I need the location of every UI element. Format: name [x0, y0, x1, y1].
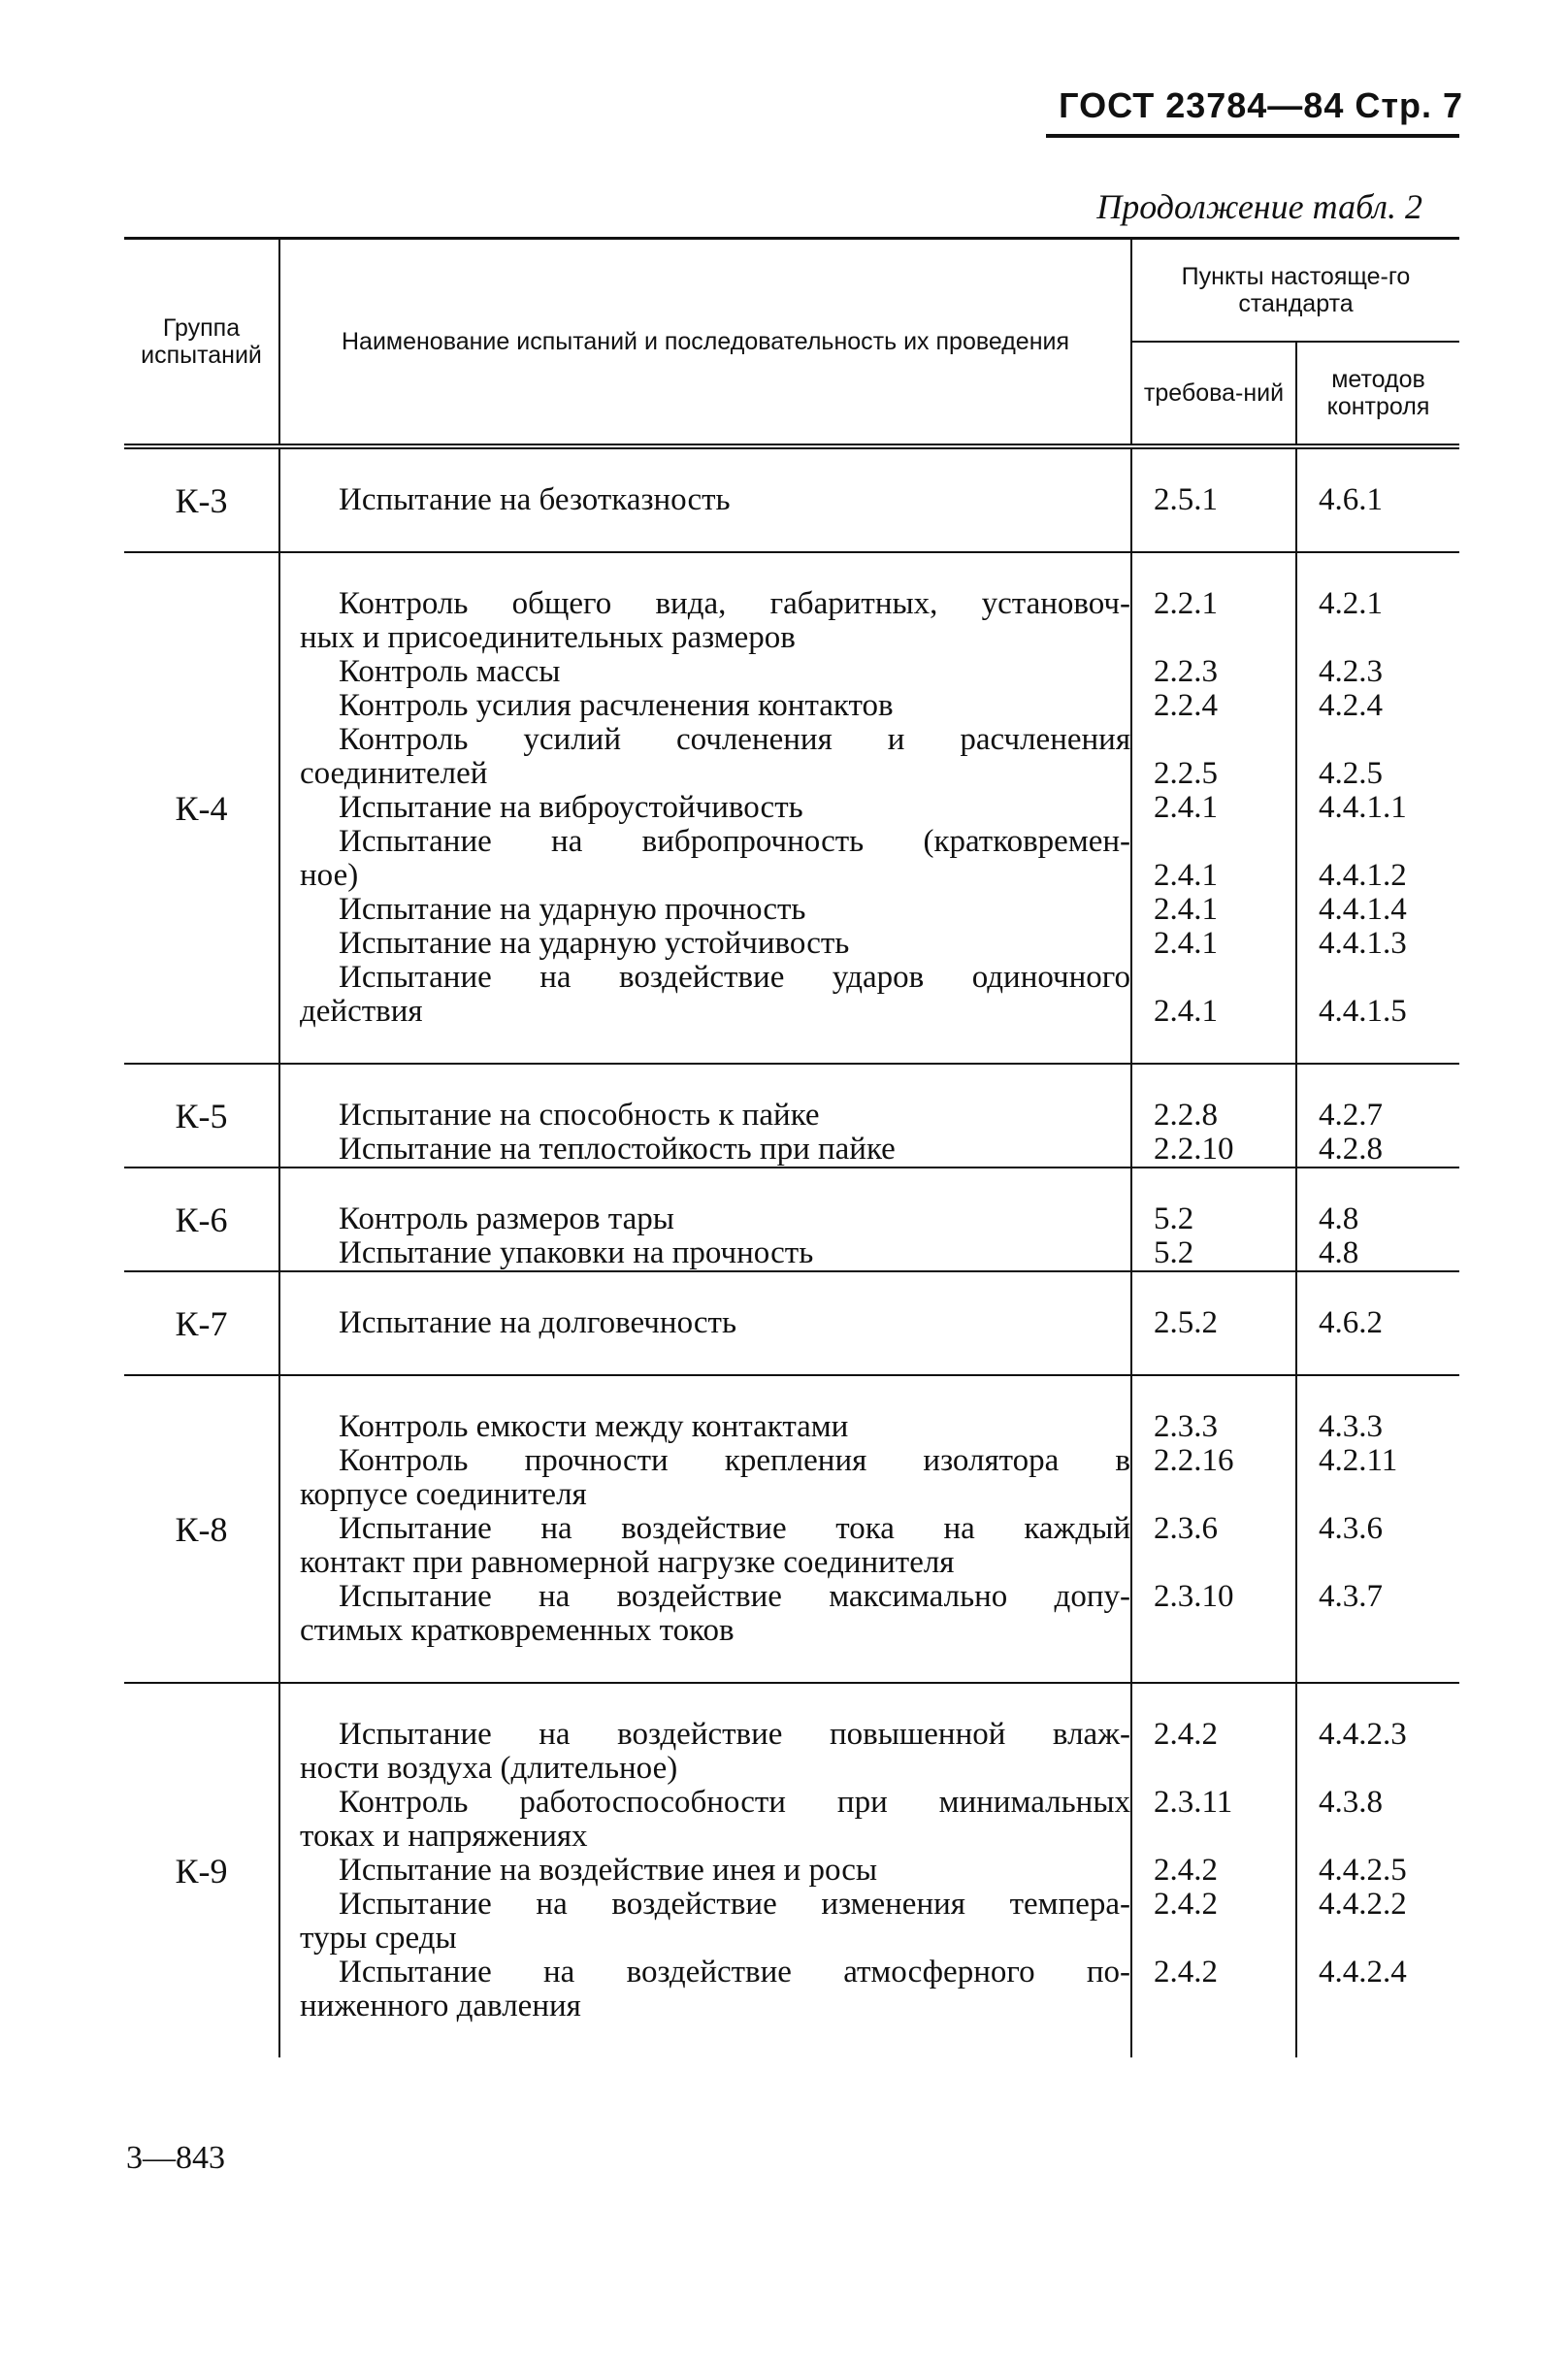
- point-value: [1132, 1752, 1295, 1786]
- test-names-cell: [279, 1168, 1131, 1271]
- requirement-points-cell: [1131, 1375, 1296, 1683]
- point-value: [1297, 1922, 1459, 1956]
- point-value: 4.2.11: [1319, 1444, 1398, 1478]
- test-name-line: стимых кратковременных токов: [300, 1614, 735, 1648]
- point-value: 4.4.2.4: [1319, 1956, 1407, 1990]
- point-value: 4.3.3: [1319, 1410, 1383, 1444]
- test-names-cell: [279, 1375, 1131, 1683]
- page-footer-code: 3—843: [126, 2140, 225, 2176]
- point-value: [1297, 1614, 1459, 1648]
- test-name-line: Испытание на воздействие ударов одиночного: [339, 961, 1130, 995]
- point-value: [1132, 1990, 1295, 2023]
- test-names-cell: [279, 1271, 1131, 1375]
- test-name-line: Контроль емкости между контактами: [339, 1410, 849, 1444]
- point-value: 4.2.8: [1319, 1133, 1383, 1167]
- point-value: [1132, 825, 1295, 859]
- point-value: 2.4.1: [1154, 995, 1218, 1029]
- requirement-points-cell: [1131, 552, 1296, 1064]
- method-points-cell: [1296, 552, 1459, 1064]
- test-name-line: Испытание упаковки на прочность: [339, 1236, 814, 1270]
- table-body: [124, 449, 1459, 2057]
- method-points-cell: [1296, 1683, 1459, 2057]
- header-group: Группа испытаний: [124, 239, 279, 447]
- tests-table: [124, 237, 1459, 2057]
- point-value: [1297, 1546, 1459, 1580]
- point-value: 4.4.2.3: [1319, 1718, 1407, 1752]
- test-name-line: токах и напряжениях: [300, 1820, 588, 1854]
- point-value: 5.2: [1154, 1236, 1194, 1270]
- method-points-cell: [1296, 1375, 1459, 1683]
- point-value: 2.5.2: [1154, 1306, 1218, 1340]
- point-value: [1297, 961, 1459, 995]
- point-value: 2.4.2: [1154, 1956, 1218, 1990]
- point-value: 4.8: [1319, 1202, 1359, 1236]
- point-value: 2.3.6: [1154, 1512, 1218, 1546]
- point-value: [1132, 961, 1295, 995]
- test-name-line: Испытание на воздействие атмосферного по-: [339, 1956, 1130, 1990]
- point-value: 4.4.2.5: [1319, 1854, 1407, 1888]
- test-name-line: Испытание на воздействие тока на каждый: [339, 1512, 1130, 1546]
- point-value: 2.3.3: [1154, 1410, 1218, 1444]
- table-row: [124, 1168, 1459, 1271]
- test-name-line: ное): [300, 859, 359, 893]
- point-value: 4.4.1.2: [1319, 859, 1407, 893]
- group-code: К-3: [124, 449, 279, 552]
- group-code: К-8: [124, 1375, 279, 1683]
- group-code: К-5: [124, 1064, 279, 1168]
- test-name-line: Контроль общего вида, габаритных, установоч-: [339, 587, 1130, 621]
- table-row: [124, 552, 1459, 1064]
- test-name-line: ности воздуха (длительное): [300, 1752, 678, 1786]
- point-value: [1132, 1478, 1295, 1512]
- test-name-line: Испытание на теплостойкость при пайке: [339, 1133, 896, 1167]
- test-name-line: Испытание на воздействие инея и росы: [339, 1854, 878, 1888]
- point-value: 4.4.1.5: [1319, 995, 1407, 1029]
- point-value: 2.4.1: [1154, 791, 1218, 825]
- test-name-line: действия: [300, 995, 423, 1029]
- point-value: 4.2.4: [1319, 689, 1383, 723]
- test-names-cell: [279, 552, 1131, 1064]
- point-value: [1297, 1820, 1459, 1854]
- point-value: [1132, 1820, 1295, 1854]
- test-name-line: Испытание на воздействие повышенной влаж-: [339, 1718, 1130, 1752]
- point-value: 4.4.1.3: [1319, 927, 1407, 961]
- point-value: [1132, 621, 1295, 655]
- test-name-line: Испытание на ударную прочность: [339, 893, 806, 927]
- requirement-points-cell: [1131, 449, 1296, 552]
- method-points-cell: [1296, 1168, 1459, 1271]
- point-value: [1297, 1990, 1459, 2023]
- test-name-line: Испытание на долговечность: [339, 1306, 737, 1340]
- point-value: [1297, 1478, 1459, 1512]
- point-value: 4.4.1.1: [1319, 791, 1407, 825]
- test-name-line: ниженного давления: [300, 1990, 581, 2023]
- test-name-line: Контроль работоспособности при минимальных: [339, 1786, 1130, 1820]
- test-name-line: Испытание на способность к пайке: [339, 1099, 820, 1133]
- test-name-line: туры среды: [300, 1922, 457, 1956]
- point-value: 4.2.1: [1319, 587, 1383, 621]
- test-names-cell: [279, 449, 1131, 552]
- test-name-line: корпусе соединителя: [300, 1478, 587, 1512]
- point-value: 4.6.1: [1319, 483, 1383, 517]
- test-name-line: Контроль усилия расчленения контактов: [339, 689, 894, 723]
- point-value: 2.3.10: [1154, 1580, 1234, 1614]
- header-test-name: Наименование испытаний и последовательность их проведения: [279, 239, 1131, 447]
- point-value: 4.8: [1319, 1236, 1359, 1270]
- test-name-line: Испытание на вибропрочность (кратковремен-: [339, 825, 1130, 859]
- point-value: [1132, 1922, 1295, 1956]
- point-value: 4.4.2.2: [1319, 1888, 1407, 1922]
- header-methods: методов контроля: [1326, 366, 1430, 420]
- point-value: 2.5.1: [1154, 483, 1218, 517]
- header-rule: [1046, 134, 1459, 138]
- point-value: 2.2.5: [1154, 757, 1218, 791]
- point-value: 2.3.11: [1154, 1786, 1233, 1820]
- table-row: [124, 1683, 1459, 2057]
- test-name-line: Контроль размеров тары: [339, 1202, 674, 1236]
- method-points-cell: [1296, 449, 1459, 552]
- point-value: 4.3.6: [1319, 1512, 1383, 1546]
- group-code: К-7: [124, 1271, 279, 1375]
- table-row: [124, 1064, 1459, 1168]
- point-value: 4.3.8: [1319, 1786, 1383, 1820]
- test-name-line: Испытание на воздействие максимально допу-: [339, 1580, 1130, 1614]
- point-value: 2.4.2: [1154, 1888, 1218, 1922]
- method-points-cell: [1296, 1271, 1459, 1375]
- point-value: 2.4.1: [1154, 893, 1218, 927]
- test-name-line: соединителей: [300, 757, 488, 791]
- point-value: 4.6.2: [1319, 1306, 1383, 1340]
- point-value: 2.2.1: [1154, 587, 1218, 621]
- point-value: 2.4.2: [1154, 1854, 1218, 1888]
- requirement-points-cell: [1131, 1064, 1296, 1168]
- test-name-line: Испытание на ударную устойчивость: [339, 927, 850, 961]
- test-names-cell: [279, 1064, 1131, 1168]
- group-code: К-6: [124, 1168, 279, 1271]
- standard-header: ГОСТ 23784—84 Стр. 7: [1059, 85, 1463, 125]
- test-name-line: Контроль усилий сочленения и расчленения: [339, 723, 1130, 757]
- point-value: 2.2.16: [1154, 1444, 1234, 1478]
- method-points-cell: [1296, 1064, 1459, 1168]
- test-names-cell: [279, 1683, 1131, 2057]
- test-name-line: Испытание на виброустойчивость: [339, 791, 803, 825]
- test-name-line: контакт при равномерной нагрузке соединителя: [300, 1546, 955, 1580]
- point-value: 4.2.3: [1319, 655, 1383, 689]
- point-value: 2.4.2: [1154, 1718, 1218, 1752]
- requirement-points-cell: [1131, 1271, 1296, 1375]
- test-name-line: Испытание на безотказность: [339, 483, 731, 517]
- point-value: 4.4.1.4: [1319, 893, 1407, 927]
- point-value: 2.2.3: [1154, 655, 1218, 689]
- group-code: К-4: [124, 552, 279, 1064]
- test-name-line: ных и присоединительных размеров: [300, 621, 796, 655]
- point-value: [1132, 723, 1295, 757]
- point-value: 5.2: [1154, 1202, 1194, 1236]
- point-value: [1297, 1752, 1459, 1786]
- table-row: [124, 449, 1459, 552]
- point-value: [1132, 1614, 1295, 1648]
- point-value: [1297, 621, 1459, 655]
- point-value: [1132, 1546, 1295, 1580]
- requirement-points-cell: [1131, 1683, 1296, 2057]
- point-value: 2.4.1: [1154, 859, 1218, 893]
- point-value: 4.2.7: [1319, 1099, 1383, 1133]
- test-name-line: Контроль массы: [339, 655, 561, 689]
- test-name-line: Испытание на воздействие изменения темпера-: [339, 1888, 1130, 1922]
- point-value: [1297, 825, 1459, 859]
- group-code: К-9: [124, 1683, 279, 2057]
- header-requirements: требова-ний: [1131, 342, 1296, 446]
- table-continuation-caption: Продолжение табл. 2: [1096, 187, 1422, 226]
- point-value: 2.2.10: [1154, 1133, 1234, 1167]
- table-row: [124, 1375, 1459, 1683]
- table-row: [124, 1271, 1459, 1375]
- point-value: 2.4.1: [1154, 927, 1218, 961]
- point-value: [1297, 723, 1459, 757]
- header-points: Пункты настояще-го стандарта: [1131, 239, 1459, 343]
- point-value: 4.3.7: [1319, 1580, 1383, 1614]
- requirement-points-cell: [1131, 1168, 1296, 1271]
- point-value: 2.2.8: [1154, 1099, 1218, 1133]
- test-name-line: Контроль прочности крепления изолятора в: [339, 1444, 1130, 1478]
- point-value: 4.2.5: [1319, 757, 1383, 791]
- point-value: 2.2.4: [1154, 689, 1218, 723]
